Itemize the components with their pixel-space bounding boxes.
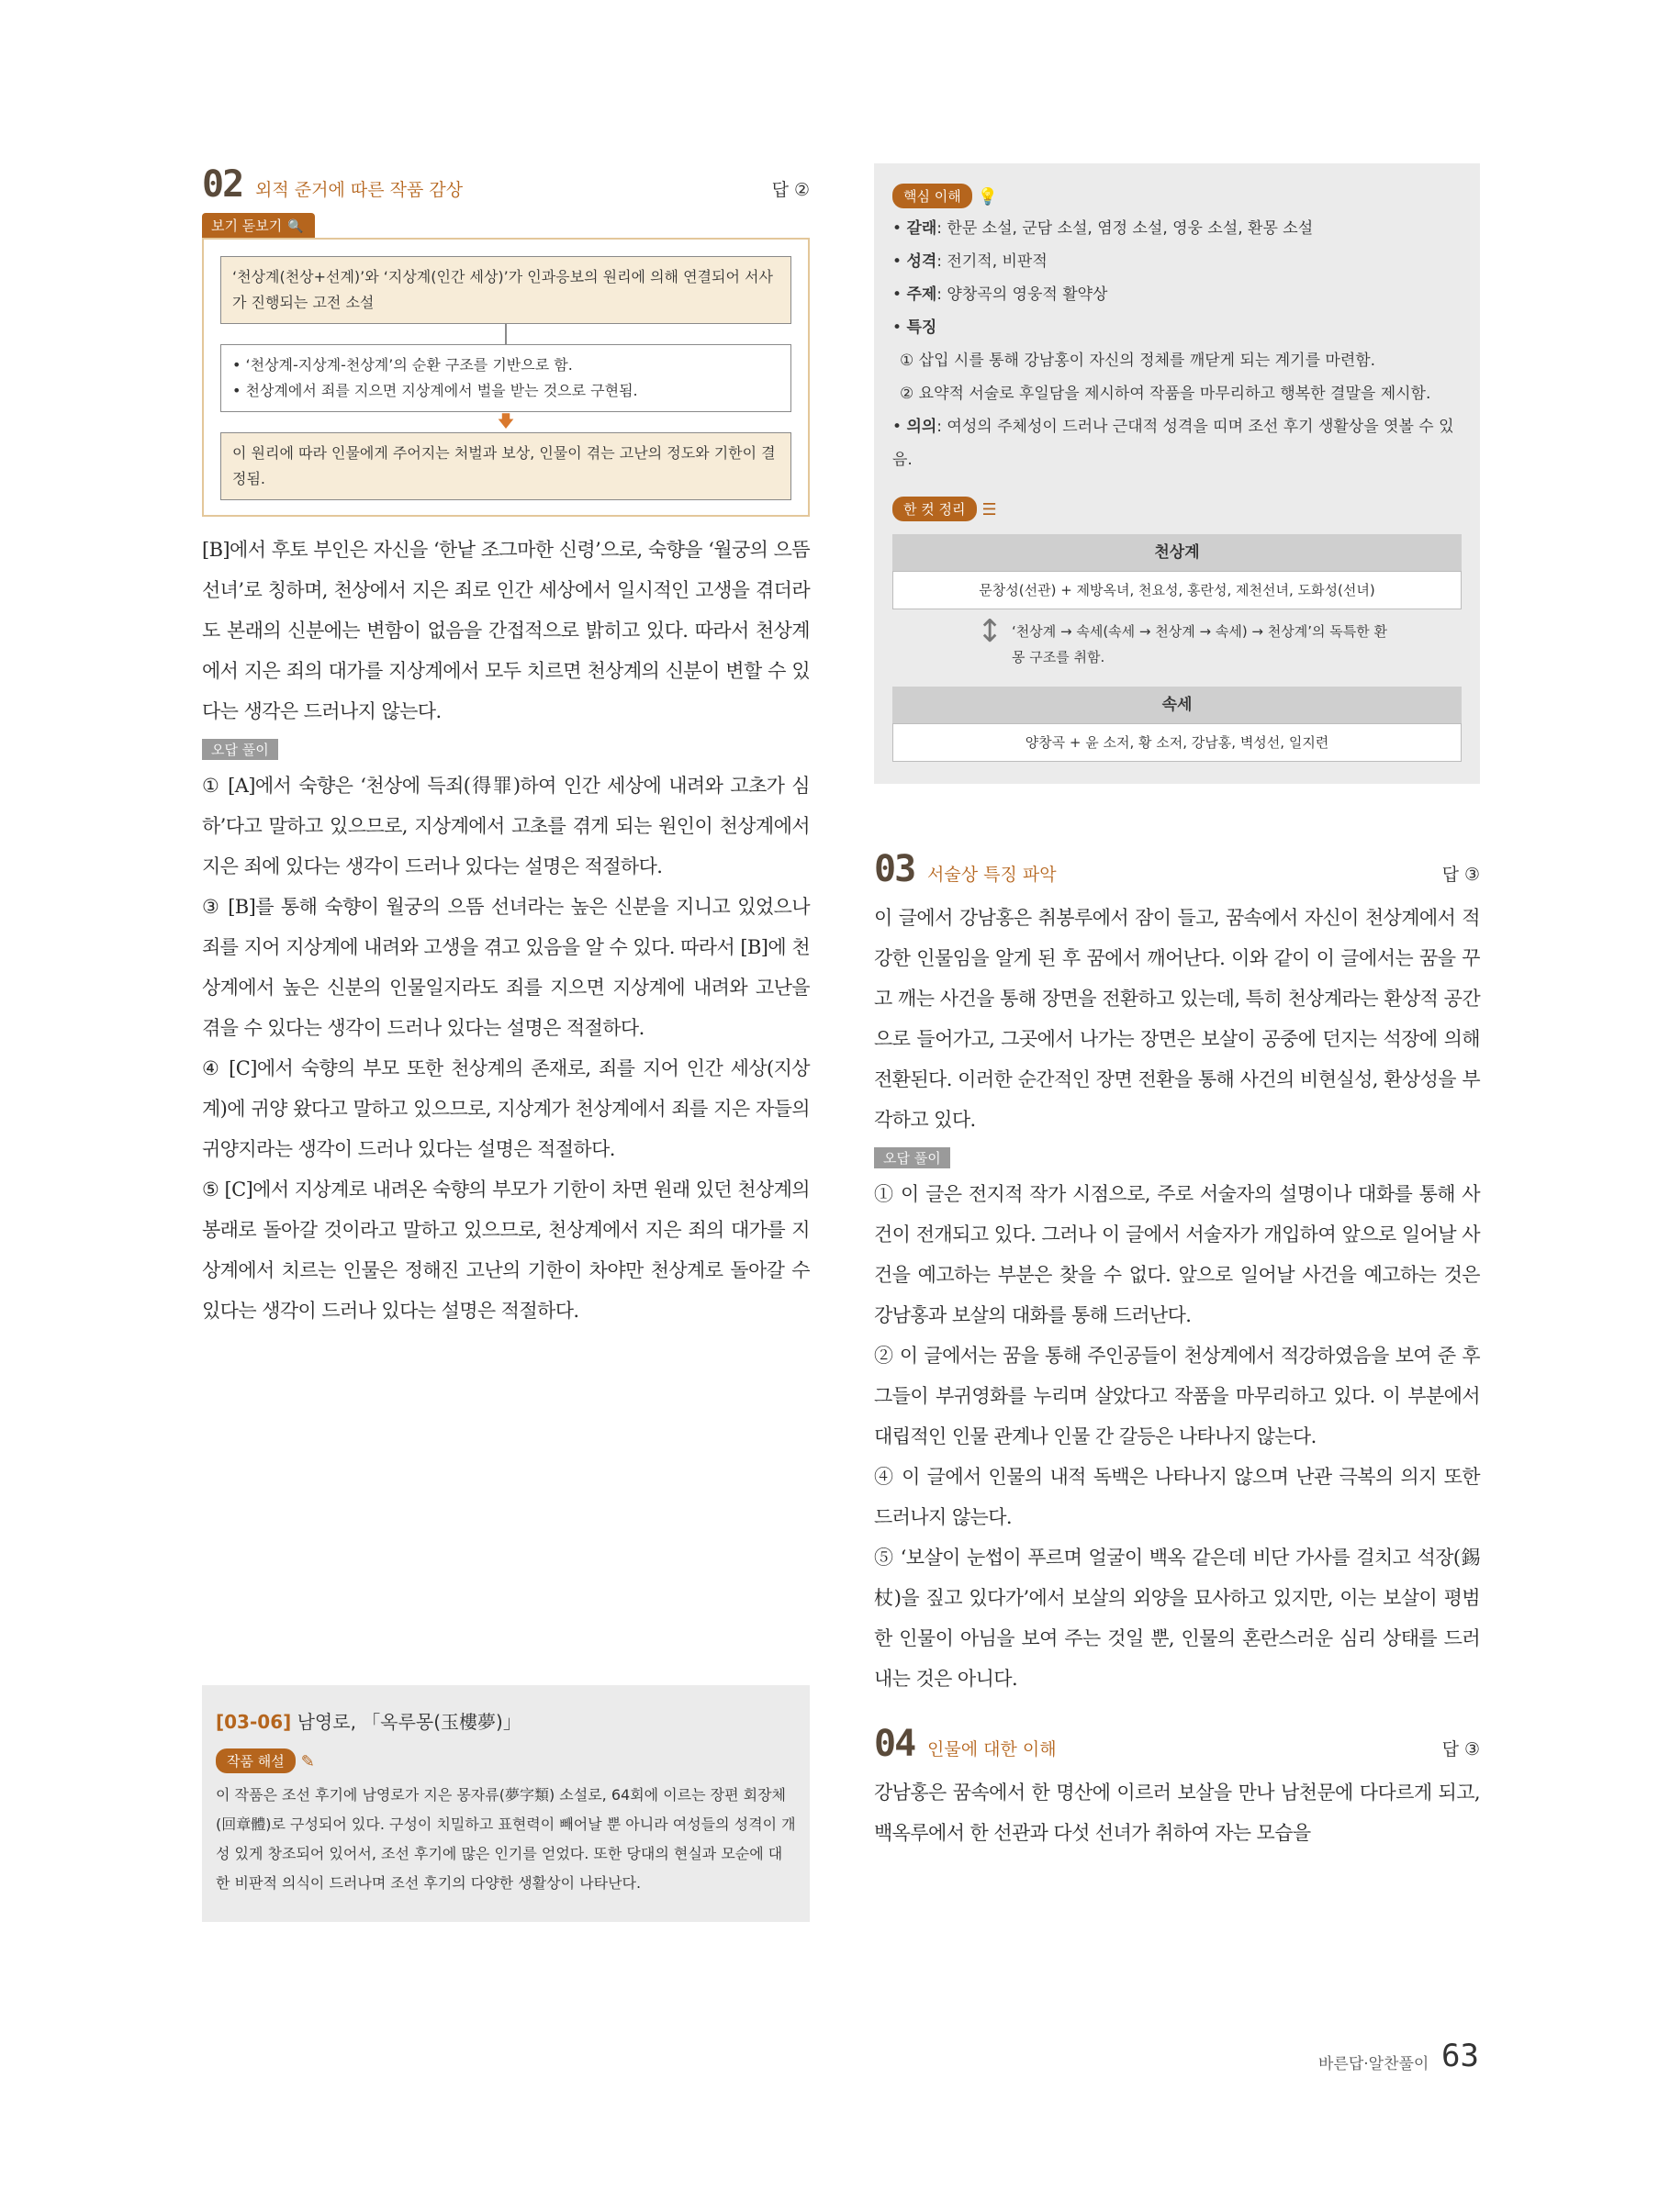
bogi-result-box: 이 원리에 따라 인물에게 주어지는 처벌과 보상, 인물이 겪는 고난의 정도와 기한이 결정됨. <box>220 432 791 500</box>
bogi-tab-label: 보기 돋보기 <box>211 218 283 234</box>
core-nature: • 성격: 전기적, 비판적 <box>892 252 1048 271</box>
q04-number: 04 <box>874 1723 915 1765</box>
core-feature: • 특징 <box>892 318 937 337</box>
page-number: 63 <box>1441 2038 1479 2074</box>
odap-tag: 오답 풀이 <box>874 1147 950 1168</box>
core-feature-2: ② 요약적 서술로 후일담을 제시하여 작품을 마무리하고 행복한 결말을 제시함. <box>900 385 1431 403</box>
q02-odap-4: ④ [C]에서 숙향의 부모 또한 천상계의 존재로, 죄를 지어 인간 세상(지상계)에 귀양 왔다고 말하고 있으므로, 지상계가 천상계에서 죄를 지은 자들의 귀양지라는 생각이 드러나 있다는 설명은 적절하다. <box>202 1057 810 1160</box>
right-column <box>874 163 1480 1853</box>
q03-heading <box>874 848 1480 898</box>
q03-odap-1: ① 이 글은 전지적 작가 시점으로, 주로 서술자의 설명이나 대화를 통해 사건이 전개되고 있다. 그러나 이 글에서 서술자가 개입하여 앞으로 일어날 사건을 예고하는 부분은 찾을 수 없다. 앞으로 일어날 사건을 예고하는 것은 강남홍과 보살의 대화를 통해 드러난다. <box>874 1183 1480 1326</box>
odap-tag: 오답 풀이 <box>202 739 278 760</box>
core-genre: • 갈래: 한문 소설, 군담 소설, 염정 소설, 영웅 소설, 환몽 소설 <box>892 219 1314 238</box>
q03-odap-2: ② 이 글에서는 꿈을 통해 주인공들이 천상계에서 적강하였음을 보여 준 후 그들이 부귀영화를 누리며 살았다고 작품을 마무리하고 있다. 이 부분에서 대립적인 인물 관계나 인물 간 갈등은 나타나지 않는다. <box>874 1345 1480 1447</box>
lightbulb-icon: 💡 <box>977 187 999 207</box>
structure-text: ‘천상계 → 속세(속세 → 천상계 → 속세) → 천상계’의 독특한 환몽 구조를 취함. <box>1012 623 1387 665</box>
bogi-structure-line: • 천상계에서 죄를 지으면 지상계에서 벌을 받는 것으로 구현됨. <box>232 382 638 399</box>
core-theme: • 주제: 양창곡의 영웅적 활약상 <box>892 285 1108 304</box>
heaven-heading: 천상계 <box>892 534 1462 571</box>
work-commentary-tag: 작품 해설 <box>216 1748 296 1773</box>
source-text: 이 작품은 조선 후기에 남영로가 지은 몽자류(夢字類) 소설로, 64회에 이르는 장편 회장체(回章體)로 구성되어 있다. 구성이 치밀하고 표현력이 빼어날 뿐 아니라 여성들의 성격이 개성 있게 창조되어 있어서, 조선 후기에 많은 인기를 얻었다. 또한 당대의 현실과 모순에 대한 비판적 의식이 드러나며 조선 후기의 다양한 생활상이 나타난다. <box>216 1786 796 1892</box>
core-meaning: • 의의: 여성의 주체성이 드러나 근대적 성격을 띠며 조선 후기 생활상을 엿볼 수 있음. <box>892 418 1454 469</box>
world-row: 양창곡 + 윤 소저, 황 소저, 강남홍, 벽성선, 일지련 <box>892 723 1462 762</box>
pencil-icon: ✎ <box>300 1752 315 1771</box>
source-code: [03-06] <box>216 1711 292 1733</box>
world-heading: 속세 <box>892 687 1462 723</box>
q04-answer: 답 ③ <box>1441 1739 1480 1760</box>
q03-number: 03 <box>874 848 915 890</box>
summary-diagram <box>892 534 1462 762</box>
core-list <box>892 212 1462 476</box>
q03-odap-5: ⑤ ‘보살이 눈썹이 푸르며 얼굴이 백옥 같은데 비단 가사를 걸치고 석장(錫杖)을 짚고 있다가’에서 보살의 외양을 묘사하고 있지만, 이는 보살이 평범한 인물이 아님을 보여 주는 것일 뿐, 인물의 혼란스러운 심리 상태를 드러내는 것은 아니다. <box>874 1547 1480 1690</box>
core-tag: 핵심 이해 <box>892 184 972 208</box>
summary-tag: 한 컷 정리 <box>892 497 977 521</box>
q02-explanation: [B]에서 후토 부인은 자신을 ‘한낱 조그마한 신령’으로, 숙향을 ‘월궁의 으뜸 선녀’로 칭하며, 천상에서 지은 죄로 인간 세상에서 일시적인 고생을 겪더라도 본래의 신분에는 변함이 없음을 간접적으로 밝히고 있다. 따라서 천상계에서 지은 죄의 대가를 지상계에서 모두 치르면 천상계의 신분이 변할 수 있다는 생각은 드러나지 않는다. <box>202 539 810 722</box>
core-understanding-box <box>874 163 1480 784</box>
q02-answer: 답 ② <box>771 180 810 200</box>
q03-odap-4: ④ 이 글에서 인물의 내적 독백은 나타나지 않으며 난관 극복의 의지 또한 드러나지 않는다. <box>874 1466 1480 1528</box>
bogi-structure-box <box>220 344 791 412</box>
connector-line <box>505 324 507 344</box>
source-title <box>216 1707 796 1734</box>
q04-title: 인물에 대한 이해 <box>927 1739 1057 1760</box>
q04-explanation: 강남홍은 꿈속에서 한 명산에 이르러 보살을 만나 남천문에 다다르게 되고, 백옥루에서 한 선관과 다섯 선녀가 취하여 자는 모습을 <box>874 1782 1480 1844</box>
footer-label: 바른답·알찬풀이 <box>1318 2055 1429 2073</box>
q02-heading <box>202 163 810 213</box>
q02-number: 02 <box>202 163 243 206</box>
q03-title: 서술상 특징 파악 <box>927 865 1057 885</box>
up-down-arrow-icon: ↕ <box>977 613 1003 650</box>
left-column <box>202 163 810 1331</box>
q03-answer: 답 ③ <box>1441 865 1480 885</box>
bogi-section <box>202 213 810 517</box>
q04-heading <box>874 1723 1480 1772</box>
summary-tag-row <box>892 497 1462 521</box>
source-tag-row <box>216 1748 796 1773</box>
magnifier-icon: 🔍 <box>287 219 304 234</box>
bogi-structure-line: • ‘천상계-지상계-천상계’의 순환 구조를 기반으로 함. <box>232 356 573 374</box>
diagram-middle <box>892 609 1462 687</box>
heaven-row: 문창성(선관) + 제방옥녀, 천요성, 홍란성, 제천선녀, 도화성(선녀) <box>892 571 1462 609</box>
source-work: 남영로, 「옥루몽(玉樓夢)」 <box>291 1711 521 1733</box>
core-feature-1: ① 삽입 시를 통해 강남홍이 자신의 정체를 깨닫게 되는 계기를 마련함. <box>900 352 1376 370</box>
q02-title: 외적 준거에 따른 작품 감상 <box>255 180 464 200</box>
q03-explanation: 이 글에서 강남홍은 취봉루에서 잠이 들고, 꿈속에서 자신이 천상계에서 적강한 인물임을 알게 된 후 꿈에서 깨어난다. 이와 같이 이 글에서는 꿈을 꾸고 깨는 사건을 통해 장면을 전환하고 있는데, 특히 천상계라는 환상적 공간으로 들어가고, 그곳에서 나가는 장면은 보살이 공중에 던지는 석장에 의해 전환된다. 이러한 순간적인 장면 전환을 통해 사건의 비현실성, 환상성을 부각하고 있다. <box>874 907 1480 1131</box>
bogi-box <box>202 238 810 517</box>
bogi-concept-box: ‘천상계(천상+선계)’와 ‘지상계(인간 세상)’가 인과응보의 원리에 의해 연결되어 서사가 진행되는 고전 소설 <box>220 256 791 324</box>
q02-odap-3: ③ [B]를 통해 숙향이 월궁의 으뜸 선녀라는 높은 신분을 지니고 있었으나 죄를 지어 지상계에 내려와 고생을 겪고 있음을 알 수 있다. 따라서 [B]에 천상계에서 높은 신분의 인물일지라도 죄를 지으면 지상계에 내려와 고난을 겪을 수 있다는 생각이 드러나 있다는 설명은 적절하다. <box>202 896 810 1039</box>
q02-odap-5: ⑤ [C]에서 지상계로 내려온 숙향의 부모가 기한이 차면 원래 있던 천상계의 봉래로 돌아갈 것이라고 말하고 있으므로, 천상계에서 지은 죄의 대가를 지상계에서 치르는 인물은 정해진 고난의 기한이 차야만 천상계로 돌아갈 수 있다는 생각이 드러나 있다는 설명은 적절하다. <box>202 1179 810 1322</box>
notes-icon: ☰ <box>981 500 997 519</box>
bogi-tab <box>202 213 315 238</box>
arrow-down-icon: 🡇 <box>497 412 515 431</box>
source-box <box>202 1685 810 1922</box>
q02-odap-1: ① [A]에서 숙향은 ‘천상에 득죄(得罪)하여 인간 세상에 내려와 고초가 심하’다고 말하고 있으므로, 지상계에서 고초를 겪게 되는 원인이 천상계에서 지은 죄에 있다는 생각이 드러나 있다는 설명은 적절하다. <box>202 775 810 877</box>
